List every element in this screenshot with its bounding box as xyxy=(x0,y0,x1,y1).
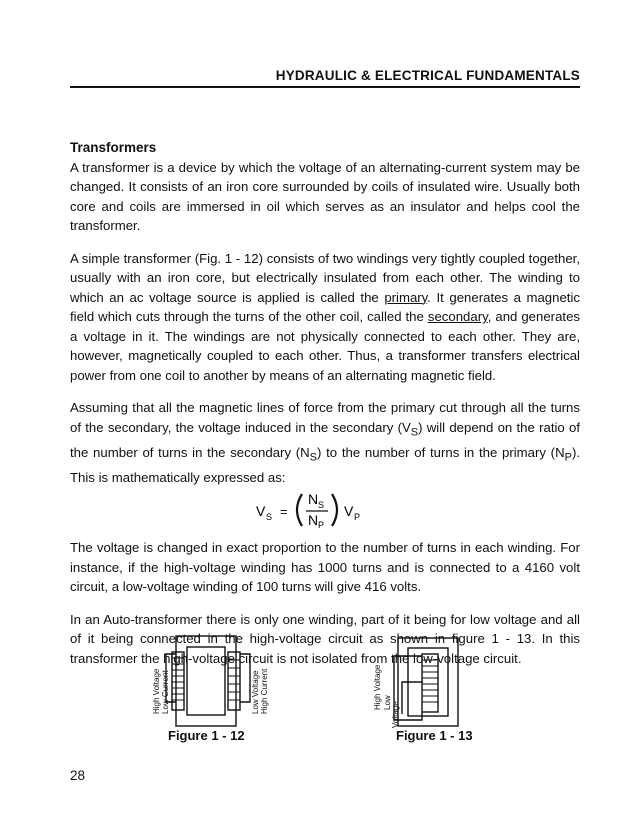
page-number: 28 xyxy=(70,768,86,783)
fig12-left-label-2: Low Current xyxy=(161,670,170,714)
running-header: HYDRAULIC & ELECTRICAL FUNDAMENTALS xyxy=(275,68,580,83)
voltage-ratio-formula xyxy=(70,486,580,529)
body-text xyxy=(70,138,580,681)
figure-1-12-diagram xyxy=(166,636,250,726)
fig13-winding-turns xyxy=(422,660,438,702)
fig13-label-3: Voltage xyxy=(391,701,400,728)
fig12-primary-winding xyxy=(172,652,184,710)
fig12-core-window xyxy=(187,647,225,715)
figures-area xyxy=(0,630,638,760)
fig12-right-label-2: High Current xyxy=(260,668,269,714)
formula-rhs: V xyxy=(344,503,354,520)
formula-numerator: N xyxy=(308,491,319,508)
fig12-secondary-winding xyxy=(228,652,240,710)
section-title: Transformers xyxy=(70,140,157,155)
paragraph-5: In an Auto-transformer there is only one winding, part of it being for low voltage and all of it being connected in the high-voltage circuit as shown in figure 1 - 13. In this transformer the high-voltage circuit is not isolated from the low-voltage circuit. xyxy=(70,611,580,666)
formula-lhs-sub: S xyxy=(266,512,273,523)
formula-equals: = xyxy=(280,504,288,520)
header-rule xyxy=(70,86,580,88)
paragraph-3: Assuming that all the magnetic lines of force from the primary cut through all the turns of the secondary, the voltage induced in the secondary $(V_S)$ will depend on the ratio of the number of turns in the secondary $(N_S)$ to the number of turns in the primary $(N_P)$. This is mathematically expressed as: xyxy=(70,400,580,485)
formula-right-paren xyxy=(332,494,337,526)
fig12-core-outer xyxy=(176,636,236,726)
formula-lhs: V xyxy=(256,503,266,520)
fig12-right-label-1: Low Voltage xyxy=(251,670,260,714)
fig13-tap-lead xyxy=(402,682,422,714)
paragraph-1: A transformer is a device by which the voltage of an alternating-current system may be changed. It consists of an iron core surrounded by coils of insulated wire. Usually both core and coils are immersed in oil which serves as an insulator and helps cool the transformer. xyxy=(70,159,580,233)
term-secondary: secondary xyxy=(427,309,488,324)
figure-1-12-caption: Figure 1 - 12 xyxy=(168,728,245,743)
formula-rhs-sub: P xyxy=(354,512,361,523)
formula-left-paren xyxy=(297,494,302,526)
fig13-winding xyxy=(422,654,438,712)
fig12-primary-turns xyxy=(172,658,184,700)
term-primary: primary xyxy=(384,289,428,305)
fig12-left-label-1: High Voltage xyxy=(152,668,161,714)
paragraph-2: A simple transformer (Fig. 1 - 12) consists of two windings very tightly coupled together, usually with an iron core, but electrically insulated from each other. The winding to which an ac voltage source is applied is called the primary. It generates a magnetic field which cuts through the turns of the other coil, called the secondary, and generates a voltage in it. The windings are not physically connected to each other. They are, however, magnetically coupled to each other. Thus, a transformer transfers electrical power from one coil to another by means of an alternating magnetic field. xyxy=(70,250,580,383)
formula-denominator-sub: P xyxy=(318,520,325,529)
formula-numerator-sub: S xyxy=(318,500,325,511)
figure-1-13-caption: Figure 1 - 13 xyxy=(396,728,473,743)
fig13-label-1: High Voltage xyxy=(373,664,382,710)
fig12-secondary-leads xyxy=(240,654,250,702)
fig12-secondary-turns xyxy=(228,660,240,700)
paragraph-4: The voltage is changed in exact proportion to the number of turns in each winding. For instance, if the high-voltage winding has 1000 turns and is connected to a 4160 volt circuit, a low-voltage winding of 100 turns will give 416 volts. xyxy=(70,540,580,595)
figure-1-13-diagram xyxy=(394,638,458,726)
fig13-label-2: Low xyxy=(383,695,392,710)
formula-denominator: N xyxy=(308,512,319,529)
